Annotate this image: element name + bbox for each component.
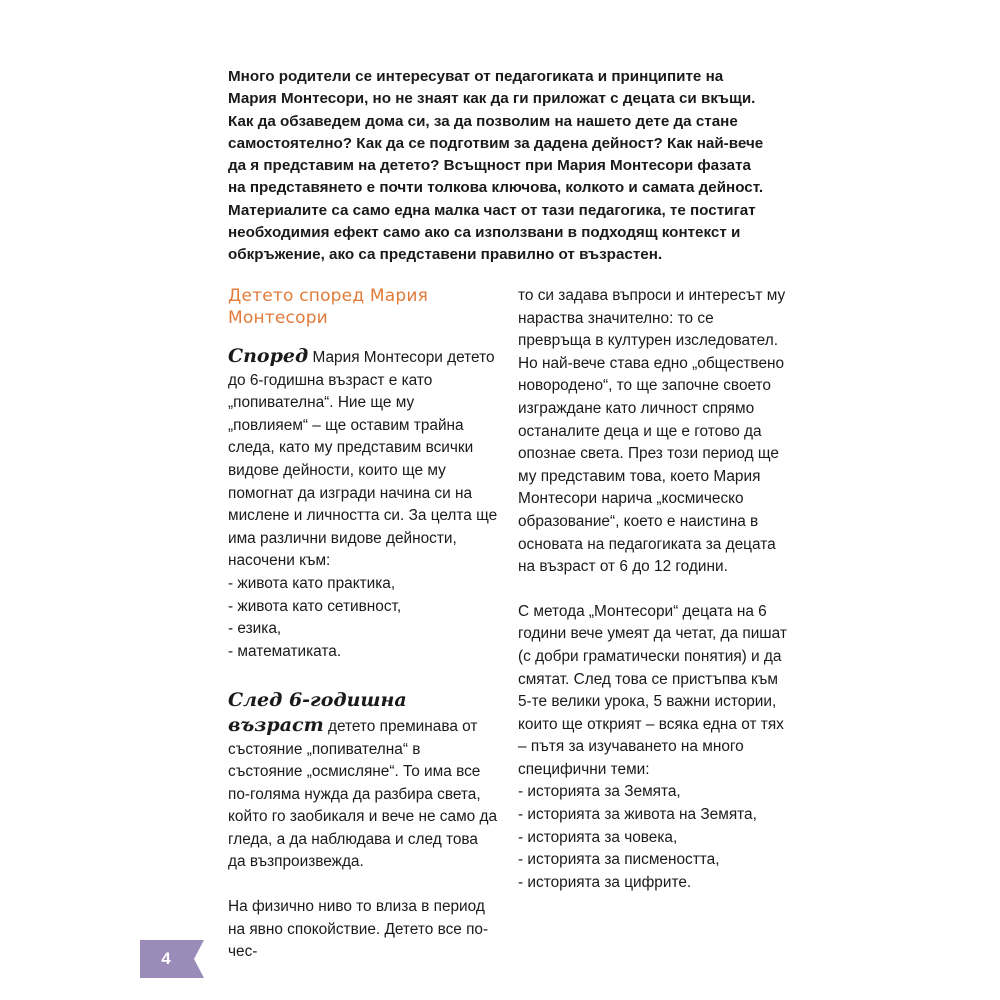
left-paragraph-2 bbox=[228, 689, 498, 874]
activities-list bbox=[228, 573, 498, 663]
right-paragraph-1: то си задава въпроси и интересът му нараства значително: то се превръща в културен изследовател. Но най-вече става едно „обществено новородено“, то ще започне своето изграждане като личност спрямо останалите деца и ще е готово да опознае света. През този период ще му представим това, което Мария Монтесори нарича „космическо образование“, което е наистина в основата на педагогиката за децата на възраст от 6 до 12 години. bbox=[518, 287, 786, 576]
intro-paragraph-1: Много родители се интересуват от педагогиката и принципите на Мария Монтесори, но не знаят как да ги приложат с децата си вкъщи. bbox=[228, 68, 756, 108]
left-paragraph-3: На физично ниво то влиза в период на явно спокойствие. Детето все по-чес- bbox=[228, 898, 489, 961]
list-item: - историята за човека, bbox=[518, 828, 678, 846]
page-number: 4 bbox=[161, 949, 171, 968]
list-item: - езика, bbox=[228, 620, 282, 638]
left-column bbox=[228, 285, 498, 964]
left-paragraph-1-text: Мария Монтесори детето до 6-годишна възраст е като „попивателна“. Ние ще му „повлияем“ – ще оставим трайна следа, като му представим всички видове дейности, които ще му помогнат да изгради начина си на мислене и личността си. За целта ще има различни видове дейности, насочени към: bbox=[228, 349, 498, 570]
section-heading: Детето според Мария Монтесори bbox=[228, 286, 429, 328]
list-item: - живота като сетивност, bbox=[228, 597, 402, 615]
list-item: - историята за писмеността, bbox=[518, 851, 720, 869]
intro-paragraph-2: Как да обзаведем дома си, за да позволим на нашето дете да стане самостоятелно? Как да се подготвим за дадена дейност? Как най-вече да я представим на детето? Всъщност при Мария Монтесори фазата на представянето е почти толкова ключова, колкото и самата дейност. Материалите са само една малка част от тази педагогика, те постигат необходимия ефект само ако са използвани в подходящ контекст и обкръжение, ако са представени правилно от възрастен. bbox=[228, 112, 764, 264]
great-lessons-list bbox=[518, 781, 788, 894]
right-column bbox=[518, 285, 788, 894]
page-number-tab bbox=[140, 940, 204, 978]
left-paragraph-1 bbox=[228, 345, 498, 573]
list-item: - историята за цифрите. bbox=[518, 873, 692, 891]
script-lead-word: Според bbox=[228, 345, 309, 367]
list-item: - историята за живота на Земята, bbox=[518, 806, 757, 824]
list-item: - живота като практика, bbox=[228, 574, 396, 592]
right-paragraph-2: С метода „Монтесори“ децата на 6 години вече умеят да четат, да пишат (с добри граматически понятия) и да смятат. След това се пристъпва към 5-те велики урока, 5 важни истории, които ще открият – всяка една от тях – пътя за изучаването на много специфични теми: bbox=[518, 602, 787, 778]
script-lead-phrase: След 6-годишна възраст bbox=[228, 689, 407, 736]
left-paragraph-2-text: детето преминава от състояние „попивателна“ в състояние „осмисляне“. То има все по-голяма нужда да разбира света, който го заобикаля и вече не само да гледа, а да наблюдава и след това да възпроизвежда. bbox=[228, 717, 498, 871]
intro-text bbox=[228, 66, 768, 267]
list-item: - историята за Земята, bbox=[518, 783, 681, 801]
list-item: - математиката. bbox=[228, 642, 342, 660]
